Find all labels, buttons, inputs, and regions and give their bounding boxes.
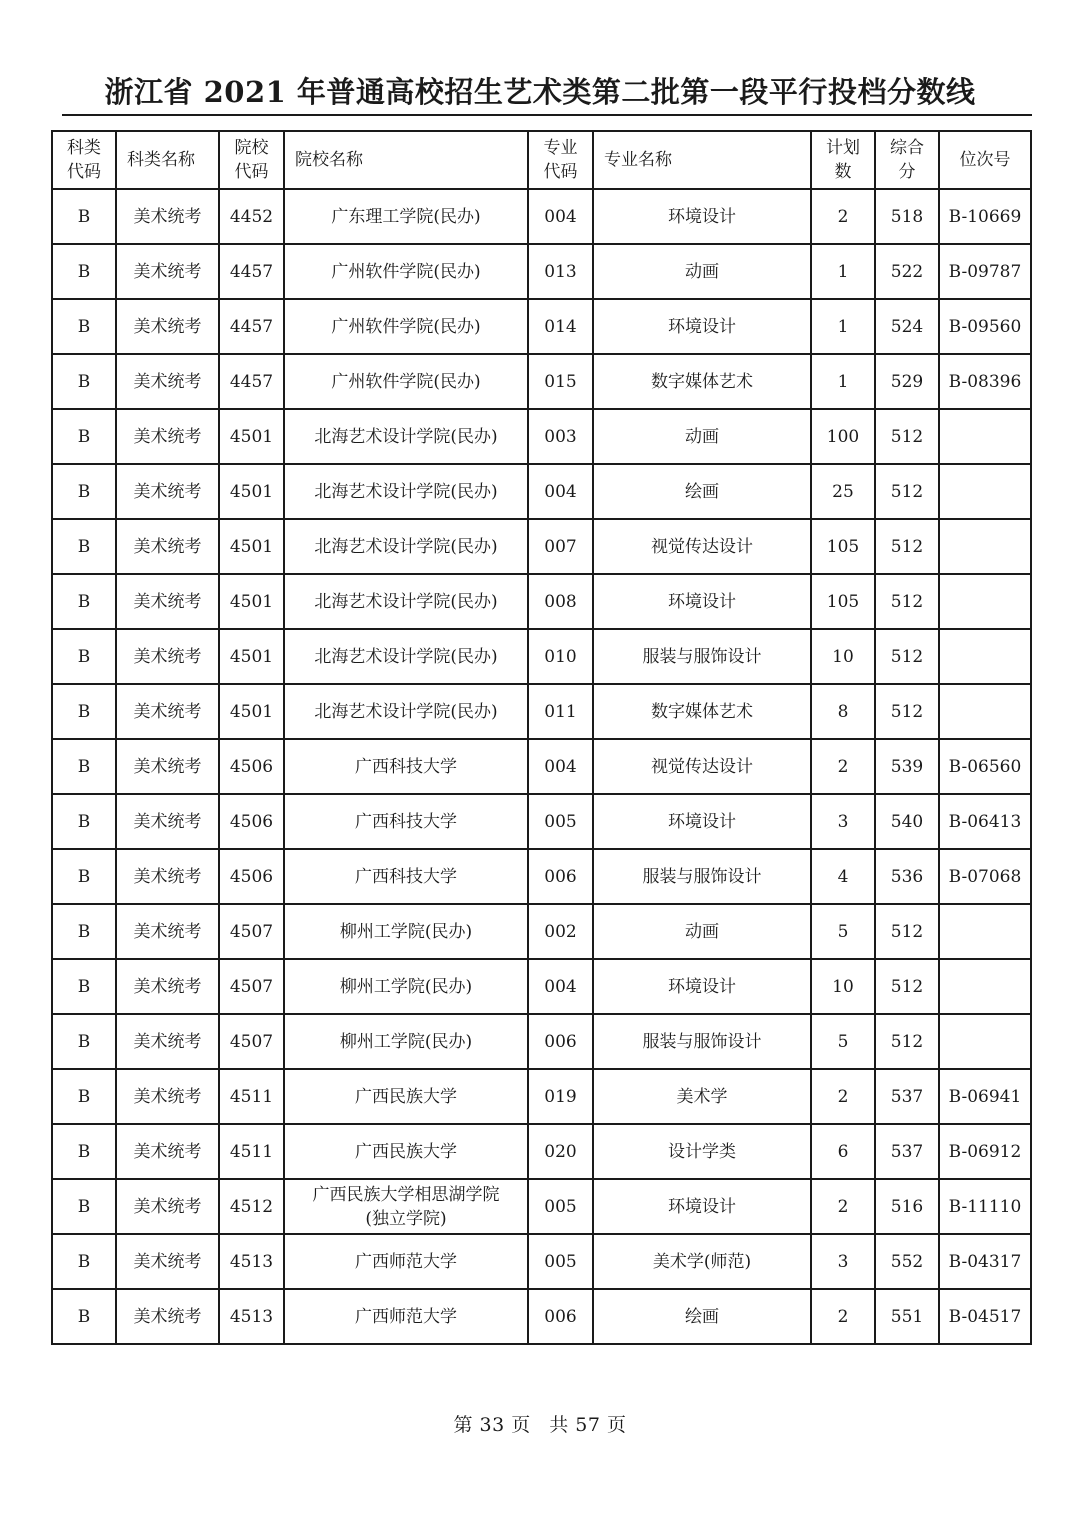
cell-major-code: 006 — [528, 1289, 593, 1344]
cell-school-code: 4507 — [219, 1014, 284, 1069]
header-line: 专业名称 — [604, 150, 672, 170]
cell-school-name: 北海艺术设计学院(民办) — [284, 629, 528, 684]
cell-rank-number — [939, 684, 1031, 739]
cell-composite-score: 551 — [875, 1289, 939, 1344]
header-plan-count — [811, 131, 875, 189]
cell-category-name: 美术统考 — [116, 574, 219, 629]
cell-major-name: 环境设计 — [593, 794, 811, 849]
cell-school-code: 4507 — [219, 904, 284, 959]
cell-major-name: 环境设计 — [593, 574, 811, 629]
cell-rank-number: B-08396 — [939, 354, 1031, 409]
cell-school-name: 广州软件学院(民办) — [284, 299, 528, 354]
cell-plan-count: 3 — [811, 1234, 875, 1289]
cell-plan-count: 10 — [811, 959, 875, 1014]
school-name-line: 广西民族大学相思湖学院 — [312, 1184, 500, 1205]
cell-category-code: B — [52, 244, 116, 299]
cell-composite-score: 512 — [875, 629, 939, 684]
cell-plan-count: 5 — [811, 904, 875, 959]
cell-composite-score: 512 — [875, 684, 939, 739]
cell-category-name: 美术统考 — [116, 1124, 219, 1179]
header-line: 代码 — [67, 162, 101, 182]
cell-rank-number: B-06413 — [939, 794, 1031, 849]
cell-school-name: 广西师范大学 — [284, 1234, 528, 1289]
header-line: 专业 — [543, 138, 578, 158]
cell-school-code: 4457 — [219, 354, 284, 409]
cell-plan-count: 4 — [811, 849, 875, 904]
cell-category-code: B — [52, 794, 116, 849]
cell-category-name: 美术统考 — [116, 794, 219, 849]
cell-category-name: 美术统考 — [116, 849, 219, 904]
cell-plan-count: 2 — [811, 189, 875, 244]
cell-major-name: 环境设计 — [593, 1179, 811, 1234]
cell-category-code: B — [52, 739, 116, 794]
cell-school-code: 4512 — [219, 1179, 284, 1234]
header-line: 科类名称 — [127, 150, 195, 170]
cell-plan-count: 1 — [811, 354, 875, 409]
cell-major-code: 004 — [528, 959, 593, 1014]
cell-rank-number — [939, 409, 1031, 464]
cell-rank-number — [939, 629, 1031, 684]
cell-school-code: 4507 — [219, 959, 284, 1014]
cell-category-code: B — [52, 1069, 116, 1124]
cell-plan-count: 1 — [811, 299, 875, 354]
cell-major-name: 动画 — [593, 409, 811, 464]
cell-school-name: 广东理工学院(民办) — [284, 189, 528, 244]
cell-rank-number: B-06912 — [939, 1124, 1031, 1179]
cell-category-code: B — [52, 1124, 116, 1179]
cell-major-code: 004 — [528, 739, 593, 794]
cell-major-name: 视觉传达设计 — [593, 739, 811, 794]
table-row — [52, 794, 1031, 849]
cell-category-name: 美术统考 — [116, 464, 219, 519]
cell-category-name: 美术统考 — [116, 354, 219, 409]
cell-school-name: 广西科技大学 — [284, 849, 528, 904]
table-row — [52, 354, 1031, 409]
table-row — [52, 409, 1031, 464]
cell-major-code: 008 — [528, 574, 593, 629]
cell-rank-number: B-04517 — [939, 1289, 1031, 1344]
table-row — [52, 629, 1031, 684]
cell-school-code: 4506 — [219, 794, 284, 849]
cell-major-code: 005 — [528, 1179, 593, 1234]
header-line: 代码 — [543, 162, 578, 182]
cell-school-name: 北海艺术设计学院(民办) — [284, 409, 528, 464]
table-row — [52, 1124, 1031, 1179]
cell-school-code: 4501 — [219, 409, 284, 464]
cell-major-code: 020 — [528, 1124, 593, 1179]
cell-school-code: 4501 — [219, 519, 284, 574]
cell-rank-number: B-09787 — [939, 244, 1031, 299]
cell-category-code: B — [52, 519, 116, 574]
cell-plan-count: 100 — [811, 409, 875, 464]
cell-major-name: 绘画 — [593, 1289, 811, 1344]
cell-category-name: 美术统考 — [116, 1289, 219, 1344]
cell-category-code: B — [52, 299, 116, 354]
table-row — [52, 1014, 1031, 1069]
cell-plan-count: 25 — [811, 464, 875, 519]
cell-plan-count: 2 — [811, 1069, 875, 1124]
cell-major-code: 013 — [528, 244, 593, 299]
header-category-code — [52, 131, 116, 189]
cell-major-code: 019 — [528, 1069, 593, 1124]
cell-plan-count: 2 — [811, 1179, 875, 1234]
header-line: 分 — [898, 162, 916, 182]
cell-category-name: 美术统考 — [116, 299, 219, 354]
cell-rank-number — [939, 574, 1031, 629]
cell-rank-number — [939, 464, 1031, 519]
cell-category-name: 美术统考 — [116, 189, 219, 244]
cell-school-code: 4506 — [219, 739, 284, 794]
cell-major-code: 011 — [528, 684, 593, 739]
cell-rank-number: B-11110 — [939, 1179, 1031, 1234]
table-row — [52, 739, 1031, 794]
cell-category-code: B — [52, 1234, 116, 1289]
page-title: 浙江省 2021 年普通高校招生艺术类第二批第一段平行投档分数线 — [104, 75, 976, 109]
cell-rank-number: B-06560 — [939, 739, 1031, 794]
cell-school-code: 4513 — [219, 1234, 284, 1289]
table-row — [52, 849, 1031, 904]
table-row — [52, 1179, 1031, 1234]
cell-rank-number — [939, 1014, 1031, 1069]
cell-school-code: 4501 — [219, 464, 284, 519]
cell-composite-score: 512 — [875, 574, 939, 629]
cell-category-name: 美术统考 — [116, 244, 219, 299]
cell-rank-number — [939, 519, 1031, 574]
cell-major-name: 服装与服饰设计 — [593, 1014, 811, 1069]
header-major-name — [593, 131, 811, 189]
cell-rank-number: B-10669 — [939, 189, 1031, 244]
cell-major-code: 006 — [528, 1014, 593, 1069]
cell-category-code: B — [52, 574, 116, 629]
page-total: 共 57 页 — [549, 1414, 627, 1436]
cell-major-code: 015 — [528, 354, 593, 409]
header-composite-score — [875, 131, 939, 189]
header-line: 综合 — [890, 138, 924, 158]
cell-category-name: 美术统考 — [116, 1179, 219, 1234]
header-category-name — [116, 131, 219, 189]
cell-major-code: 007 — [528, 519, 593, 574]
cell-composite-score: 512 — [875, 409, 939, 464]
cell-rank-number — [939, 904, 1031, 959]
table-row — [52, 1234, 1031, 1289]
cell-school-name — [284, 1179, 528, 1234]
cell-school-name: 北海艺术设计学院(民办) — [284, 684, 528, 739]
cell-category-code: B — [52, 684, 116, 739]
cell-category-code: B — [52, 1179, 116, 1234]
cell-plan-count: 2 — [811, 739, 875, 794]
table-body — [52, 189, 1031, 1344]
cell-category-code: B — [52, 189, 116, 244]
cell-composite-score: 516 — [875, 1179, 939, 1234]
cell-plan-count: 3 — [811, 794, 875, 849]
table-row — [52, 1069, 1031, 1124]
cell-composite-score: 539 — [875, 739, 939, 794]
cell-school-name: 广西科技大学 — [284, 794, 528, 849]
cell-composite-score: 537 — [875, 1069, 939, 1124]
cell-major-code: 010 — [528, 629, 593, 684]
cell-composite-score: 540 — [875, 794, 939, 849]
cell-category-name: 美术统考 — [116, 904, 219, 959]
header-school-name — [284, 131, 528, 189]
cell-school-name: 北海艺术设计学院(民办) — [284, 464, 528, 519]
cell-major-code: 002 — [528, 904, 593, 959]
cell-school-code: 4452 — [219, 189, 284, 244]
cell-school-code: 4513 — [219, 1289, 284, 1344]
cell-school-code: 4506 — [219, 849, 284, 904]
cell-category-code: B — [52, 1014, 116, 1069]
header-line: 代码 — [234, 162, 269, 182]
header-line: 位次号 — [959, 150, 1011, 170]
cell-composite-score: 537 — [875, 1124, 939, 1179]
cell-major-name: 美术学 — [593, 1069, 811, 1124]
cell-category-name: 美术统考 — [116, 519, 219, 574]
cell-category-name: 美术统考 — [116, 684, 219, 739]
cell-school-code: 4457 — [219, 244, 284, 299]
cell-major-code: 005 — [528, 794, 593, 849]
cell-category-code: B — [52, 464, 116, 519]
cell-category-code: B — [52, 959, 116, 1014]
table-row — [52, 959, 1031, 1014]
header-rank-number — [939, 131, 1031, 189]
cell-school-name: 柳州工学院(民办) — [284, 904, 528, 959]
table-row — [52, 684, 1031, 739]
cell-composite-score: 512 — [875, 904, 939, 959]
cell-school-code: 4511 — [219, 1124, 284, 1179]
cell-category-name: 美术统考 — [116, 409, 219, 464]
cell-school-name: 广州软件学院(民办) — [284, 244, 528, 299]
cell-school-code: 4501 — [219, 629, 284, 684]
cell-major-code: 004 — [528, 189, 593, 244]
cell-major-name: 服装与服饰设计 — [593, 849, 811, 904]
table-header-row — [52, 131, 1031, 189]
cell-category-code: B — [52, 849, 116, 904]
cell-rank-number — [939, 959, 1031, 1014]
cell-rank-number: B-09560 — [939, 299, 1031, 354]
cell-composite-score: 524 — [875, 299, 939, 354]
cell-major-code: 004 — [528, 464, 593, 519]
cell-category-code: B — [52, 409, 116, 464]
cell-major-name: 服装与服饰设计 — [593, 629, 811, 684]
page-footer — [0, 1410, 1080, 1437]
table-row — [52, 519, 1031, 574]
table-row — [52, 574, 1031, 629]
cell-plan-count: 1 — [811, 244, 875, 299]
cell-major-name: 绘画 — [593, 464, 811, 519]
cell-composite-score: 512 — [875, 464, 939, 519]
cell-plan-count: 8 — [811, 684, 875, 739]
cell-school-code: 4501 — [219, 684, 284, 739]
table-row — [52, 1289, 1031, 1344]
cell-school-code: 4501 — [219, 574, 284, 629]
cell-plan-count: 6 — [811, 1124, 875, 1179]
cell-rank-number: B-04317 — [939, 1234, 1031, 1289]
cell-plan-count: 105 — [811, 574, 875, 629]
cell-plan-count: 10 — [811, 629, 875, 684]
cell-school-name: 广西师范大学 — [284, 1289, 528, 1344]
cell-school-name: 广西民族大学 — [284, 1124, 528, 1179]
cell-major-code: 014 — [528, 299, 593, 354]
cell-major-name: 设计学类 — [593, 1124, 811, 1179]
cell-school-name: 广西科技大学 — [284, 739, 528, 794]
school-name-line: (独立学院) — [365, 1208, 447, 1229]
cell-category-name: 美术统考 — [116, 1014, 219, 1069]
cell-school-name: 柳州工学院(民办) — [284, 959, 528, 1014]
cell-composite-score: 518 — [875, 189, 939, 244]
cell-major-name: 数字媒体艺术 — [593, 684, 811, 739]
cell-rank-number: B-07068 — [939, 849, 1031, 904]
cell-major-name: 视觉传达设计 — [593, 519, 811, 574]
header-line: 院校名称 — [295, 150, 363, 170]
header-school-code — [219, 131, 284, 189]
cell-category-name: 美术统考 — [116, 1069, 219, 1124]
cell-category-code: B — [52, 354, 116, 409]
cell-major-name: 动画 — [593, 904, 811, 959]
cell-category-name: 美术统考 — [116, 959, 219, 1014]
cell-composite-score: 512 — [875, 959, 939, 1014]
cell-major-code: 005 — [528, 1234, 593, 1289]
cell-major-name: 环境设计 — [593, 189, 811, 244]
cell-major-name: 动画 — [593, 244, 811, 299]
cell-school-name: 北海艺术设计学院(民办) — [284, 574, 528, 629]
table-row — [52, 464, 1031, 519]
table-row — [52, 299, 1031, 354]
cell-category-code: B — [52, 904, 116, 959]
cell-school-code: 4457 — [219, 299, 284, 354]
cell-category-code: B — [52, 1289, 116, 1344]
table-row — [52, 244, 1031, 299]
admission-score-table — [51, 130, 1032, 1345]
header-line: 计划 — [826, 138, 860, 158]
cell-major-name: 环境设计 — [593, 299, 811, 354]
cell-composite-score: 552 — [875, 1234, 939, 1289]
cell-category-name: 美术统考 — [116, 1234, 219, 1289]
page-number: 第 33 页 — [453, 1414, 531, 1436]
cell-school-name: 广州软件学院(民办) — [284, 354, 528, 409]
cell-major-name: 美术学(师范) — [593, 1234, 811, 1289]
cell-major-code: 003 — [528, 409, 593, 464]
cell-major-name: 环境设计 — [593, 959, 811, 1014]
header-line: 院校 — [234, 138, 269, 158]
header-line: 科类 — [67, 138, 101, 158]
title-underline — [62, 114, 1032, 116]
table-row — [52, 904, 1031, 959]
cell-school-name: 北海艺术设计学院(民办) — [284, 519, 528, 574]
cell-plan-count: 105 — [811, 519, 875, 574]
cell-category-code: B — [52, 629, 116, 684]
cell-plan-count: 2 — [811, 1289, 875, 1344]
header-major-code — [528, 131, 593, 189]
table-row — [52, 189, 1031, 244]
cell-school-name: 广西民族大学 — [284, 1069, 528, 1124]
cell-major-name: 数字媒体艺术 — [593, 354, 811, 409]
cell-composite-score: 522 — [875, 244, 939, 299]
cell-plan-count: 5 — [811, 1014, 875, 1069]
cell-school-code: 4511 — [219, 1069, 284, 1124]
header-line: 数 — [834, 162, 852, 182]
cell-composite-score: 536 — [875, 849, 939, 904]
cell-rank-number: B-06941 — [939, 1069, 1031, 1124]
cell-composite-score: 512 — [875, 1014, 939, 1069]
cell-composite-score: 512 — [875, 519, 939, 574]
cell-school-name: 柳州工学院(民办) — [284, 1014, 528, 1069]
cell-major-code: 006 — [528, 849, 593, 904]
cell-composite-score: 529 — [875, 354, 939, 409]
cell-category-name: 美术统考 — [116, 739, 219, 794]
cell-category-name: 美术统考 — [116, 629, 219, 684]
